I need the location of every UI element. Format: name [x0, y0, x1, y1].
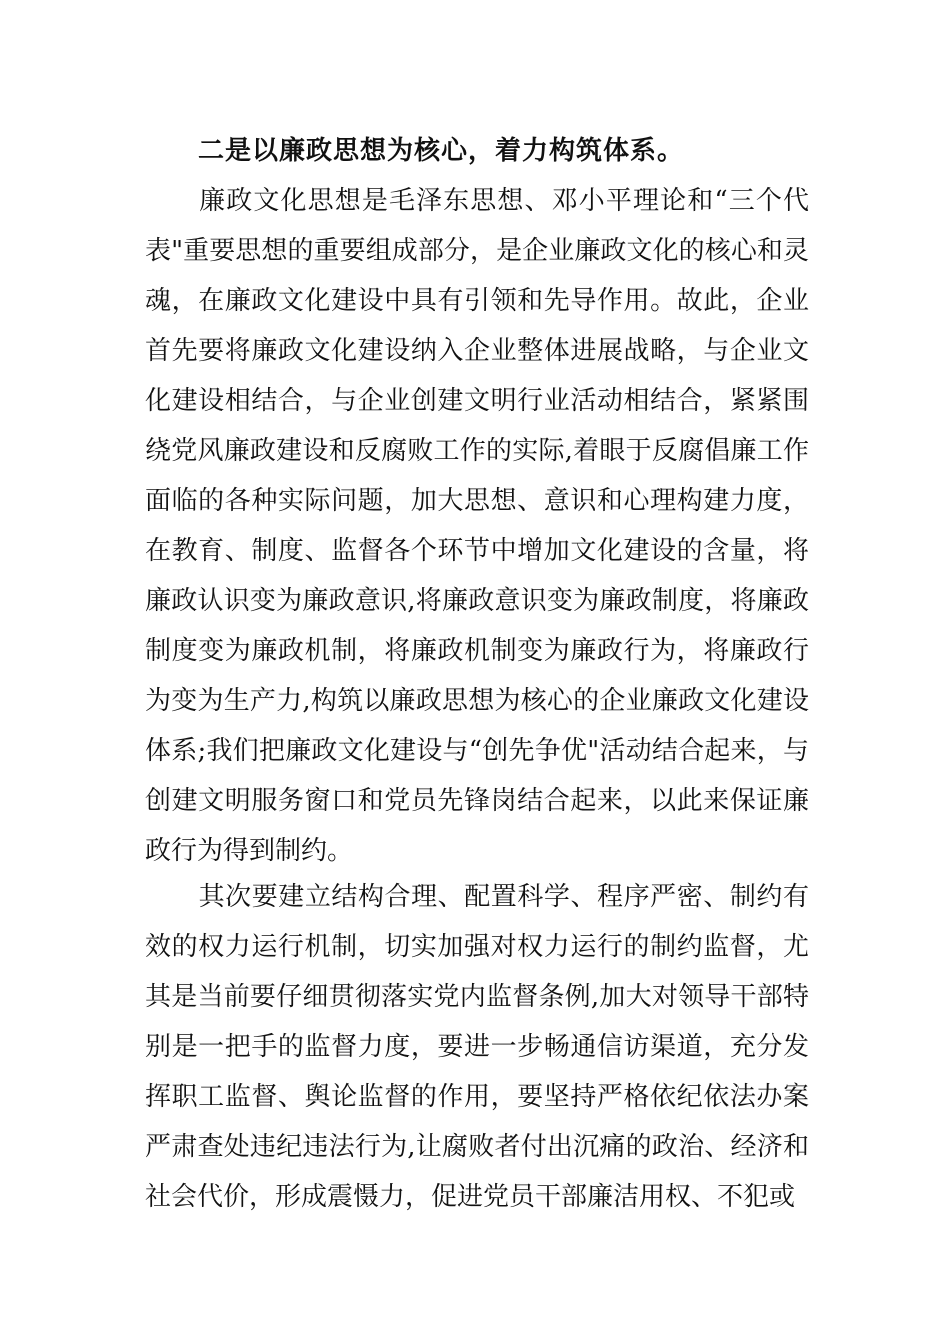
paragraph-2-text: 其次要建立结构合理、配置科学、程序严密、制约有效的权力运行机制，切实加强对权力运行的制约监督，尤其是当前要仔细贯彻落实党内监督条例,加大对领导干部特别是一把手的监督力度，要进一步畅通信访渠道，充分发挥职工监督、舆论监督的作用，要坚持严格依纪依法办案严肃查处违纪违法行为,让腐败者付出沉痛的政治、经济和社会代价，形成震慑力，促进党员干部廉洁用权、不犯或 — [145, 882, 809, 1212]
paragraph-1 — [145, 176, 809, 876]
section-heading: 二是以廉政思想为核心，着力构筑体系。 — [198, 136, 685, 166]
paragraph-1-text: 廉政文化思想是毛泽东思想、邓小平理论和“三个代表"重要思想的重要组成部分，是企业廉政文化的核心和灵魂，在廉政文化建设中具有引领和先导作用。故此，企业首先要将廉政文化建设纳入企业整体进展战略，与企业文化建设相结合，与企业创建文明行业活动相结合，紧紧围绕党风廉政建设和反腐败工作的实际,着眼于反腐倡廉工作面临的各种实际问题，加大思想、意识和心理构建力度，在教育、制度、监督各个环节中增加文化建设的含量，将廉政认识变为廉政意识,将廉政意识变为廉政制度，将廉政制度变为廉政机制，将廉政机制变为廉政行为，将廉政行为变为生产力,构筑以廉政思想为核心的企业廉政文化建设体系;我们把廉政文化建设与“创先争优"活动结合起来，与创建文明服务窗口和党员先锋岗结合起来，以此来保证廉政行为得到制约。 — [145, 186, 809, 866]
paragraph-2 — [145, 872, 809, 1222]
